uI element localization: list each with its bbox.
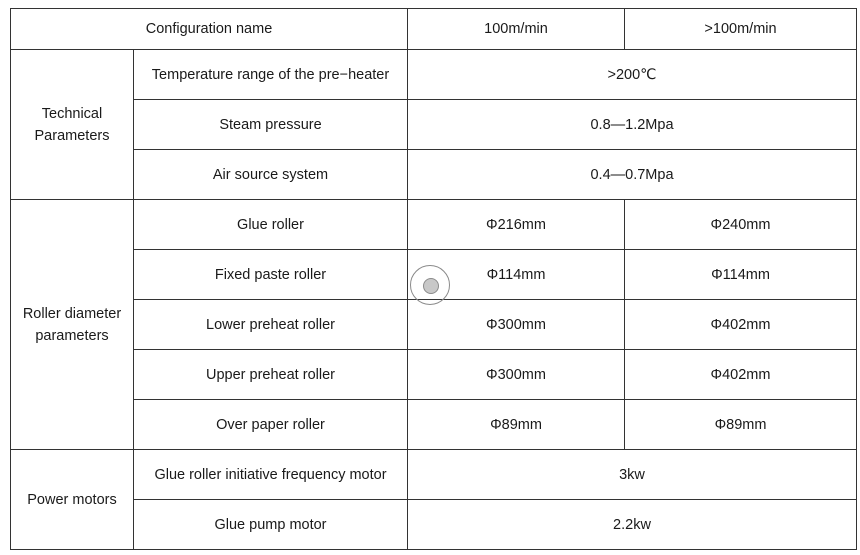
group-label-line: Roller diameter bbox=[22, 305, 122, 322]
header-speed-over-100: >100m/min bbox=[625, 9, 857, 50]
param-value: >200℃ bbox=[408, 50, 857, 100]
param-name: Glue roller bbox=[134, 200, 408, 250]
param-value-over-100: Φ402mm bbox=[625, 350, 857, 400]
param-value-100: Φ300mm bbox=[408, 350, 625, 400]
table-row bbox=[11, 350, 857, 400]
table-row bbox=[11, 300, 857, 350]
param-name: Over paper roller bbox=[134, 400, 408, 450]
param-value-100: Φ89mm bbox=[408, 400, 625, 450]
param-value: 3kw bbox=[408, 450, 857, 500]
param-value-over-100: Φ89mm bbox=[625, 400, 857, 450]
touch-cursor-indicator bbox=[410, 265, 450, 305]
table-row bbox=[11, 500, 857, 550]
table-row bbox=[11, 50, 857, 100]
param-value-over-100: Φ114mm bbox=[625, 250, 857, 300]
header-row bbox=[11, 9, 857, 50]
header-config-name: Configuration name bbox=[11, 9, 408, 50]
table-row bbox=[11, 450, 857, 500]
param-name: Air source system bbox=[134, 150, 408, 200]
group-roller-diameter bbox=[11, 200, 134, 450]
param-value-100: Φ114mm bbox=[408, 250, 625, 300]
param-name: Upper preheat roller bbox=[134, 350, 408, 400]
touch-cursor-dot bbox=[423, 278, 439, 294]
header-speed-100: 100m/min bbox=[408, 9, 625, 50]
table-row bbox=[11, 100, 857, 150]
param-name: Glue roller initiative frequency motor bbox=[134, 450, 408, 500]
param-name: Glue pump motor bbox=[134, 500, 408, 550]
param-name: Lower preheat roller bbox=[134, 300, 408, 350]
param-name: Temperature range of the pre−heater bbox=[134, 50, 408, 100]
param-name: Fixed paste roller bbox=[134, 250, 408, 300]
table-row bbox=[11, 150, 857, 200]
param-value-over-100: Φ402mm bbox=[625, 300, 857, 350]
group-label-line: parameters bbox=[35, 327, 109, 344]
param-value: 2.2kw bbox=[408, 500, 857, 550]
param-value-100: Φ300mm bbox=[408, 300, 625, 350]
group-label-line: Parameters bbox=[34, 127, 110, 144]
param-value: 0.8—1.2Mpa bbox=[408, 100, 857, 150]
group-label-line: Technical bbox=[41, 105, 103, 122]
table-row bbox=[11, 400, 857, 450]
param-value-over-100: Φ240mm bbox=[625, 200, 857, 250]
group-technical-parameters bbox=[11, 50, 134, 200]
group-power-motors: Power motors bbox=[11, 450, 134, 550]
param-value-100: Φ216mm bbox=[408, 200, 625, 250]
table-row bbox=[11, 200, 857, 250]
param-value: 0.4—0.7Mpa bbox=[408, 150, 857, 200]
param-name: Steam pressure bbox=[134, 100, 408, 150]
